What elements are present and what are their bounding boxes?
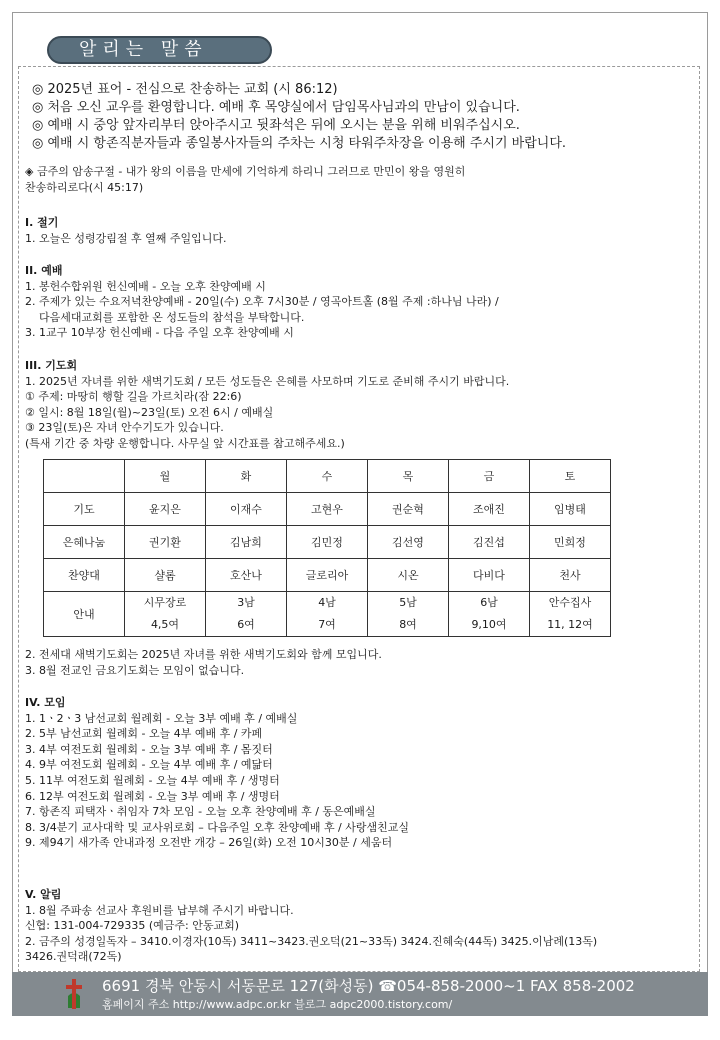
section-seasons: I. 절기 1. 오늘은 성령강림절 후 열째 주일입니다. [25, 216, 227, 245]
table-header-row: 월 화 수 목 금 토 [44, 460, 611, 493]
table-row: 은혜나눔 권기환 김남희 김민정 김선영 김진섭 민희정 [44, 526, 611, 559]
footer-address: 6691 경북 안동시 서동문로 127(화성동) ☎054-858-2000~1 FAX 858-2002 [102, 977, 635, 995]
table-row: 기도 윤지은 이재수 고현우 권순혁 조애진 임병태 [44, 493, 611, 526]
section-worship: II. 예배 1. 봉헌수합위원 헌신예배 - 오늘 오후 찬양예배 시 2. 주제가 있는 수요저녁찬양예배 - 20일(수) 오후 7시30분 / 영곡아트홀 (8월 주제 :하나님 나라) / 다음세대교회를 포함한 온 성도들의 참석을 부탁합니다. 3. 1교구 10부장 헌신예배 - 다음 주일 오후 찬양예배 시 [25, 264, 499, 340]
section-title: I. 절기 [25, 216, 59, 229]
memory-verse: ◈ 금주의 암송구절 - 내가 왕의 이름을 만세에 기억하게 하리니 그러므로 만민이 왕을 영원히 찬송하리로다(시 45:17) [25, 165, 466, 194]
notice-item: ◎ 2025년 표어 - 전심으로 찬송하는 교회 (시 86:12) [32, 82, 338, 97]
notice-item: ◎ 예배 시 중앙 앞자리부터 앉아주시고 뒷좌석은 뒤에 오시는 분을 위해 비워주십시오. [32, 118, 520, 133]
footer [12, 972, 708, 1016]
section-title: V. 알림 [25, 888, 62, 901]
notice-list [32, 81, 566, 153]
table-row: 찬양대 샬롬 호산나 글로리아 시온 다비다 천사 [44, 559, 611, 592]
notice-item: ◎ 처음 오신 교우를 환영합니다. 예배 후 목양실에서 담임목사님과의 만남이 있습니다. [32, 100, 520, 115]
section-title: III. 기도회 [25, 359, 78, 372]
section-meetings: IV. 모임 1. 1ㆍ2ㆍ3 남선교회 월례회 - 오늘 3부 예배 후 / 예배실 2. 5부 남선교회 월례회 - 오늘 4부 예배 후 / 카페 3. 4부 여전도회 월례회 - 오늘 3부 예배 후 / 몸짓터 4. 9부 여전도회 월례회 - 오늘 4부 예배 후 / 예닮터 5. 11부 여전도회 월례회 - 오늘 4부 예배 후 / 생명터 6. 12부 여전도회 월례회 - 오늘 3부 예배 후 / 생명터 7. 항존직 피택자ㆍ취임자 7차 모임 - 오늘 오후 찬양예배 후 / 동은예배실 8. 3/4분기 교사대학 및 교사위로회 – 다음주일 오후 찬양예배 후 / 사랑샘친교실 9. 제94기 새가족 안내과정 오전반 개강 – 26일(화) 오전 10시30분 / 세움터 [25, 696, 410, 850]
footer-web: 홈페이지 주소 http://www.adpc.or.kr 블로그 adpc2000.tistory.com/ [102, 998, 453, 1011]
table-row: 안내 시무장로 4,5여 3남 6여 4남 7여 5남 8여 6남 9,10여 안수집사 11, 12여 [44, 592, 611, 637]
section-title: IV. 모임 [25, 696, 66, 709]
page-title: 알리는 말씀 [47, 36, 272, 64]
church-cross-logo-icon [64, 978, 84, 1010]
schedule-table [43, 459, 611, 637]
notice-item: ◎ 예배 시 항존직분자들과 종일봉사자들의 주차는 시청 타워주차장을 이용해 주시기 바랍니다. [32, 136, 567, 151]
section-prayer: III. 기도회 1. 2025년 자녀를 위한 새벽기도회 / 모든 성도들은 은혜를 사모하며 기도로 준비해 주시기 바랍니다. ① 주제: 마땅히 행할 길을 가르치라(잠 22:6) ② 일시: 8월 18일(월)~23일(토) 오전 6시 / 예배실 ③ 23일(토)은 자녀 안수기도가 있습니다. (특새 기간 중 차량 운행합니다. 사무실 앞 시간표를 참고해주세요.) [25, 359, 510, 450]
section-prayer-continued: 2. 전세대 새벽기도회는 2025년 자녀를 위한 새벽기도회와 함께 모입니다. 3. 8월 전교인 금요기도회는 모임이 없습니다. [25, 648, 382, 677]
section-title: II. 예배 [25, 264, 63, 277]
section-announcements: V. 알림 1. 8월 주파송 선교사 후원비를 납부해 주시기 바랍니다. 신협: 131-004-729335 (예금주: 안동교회) 2. 금주의 성경일독자 – 3410.이경자(10독) 3411~3423.권오덕(21~33독) 3424.진혜숙(44독) 3425.이남례(13독) 3426.권덕래(72독) [25, 888, 598, 964]
